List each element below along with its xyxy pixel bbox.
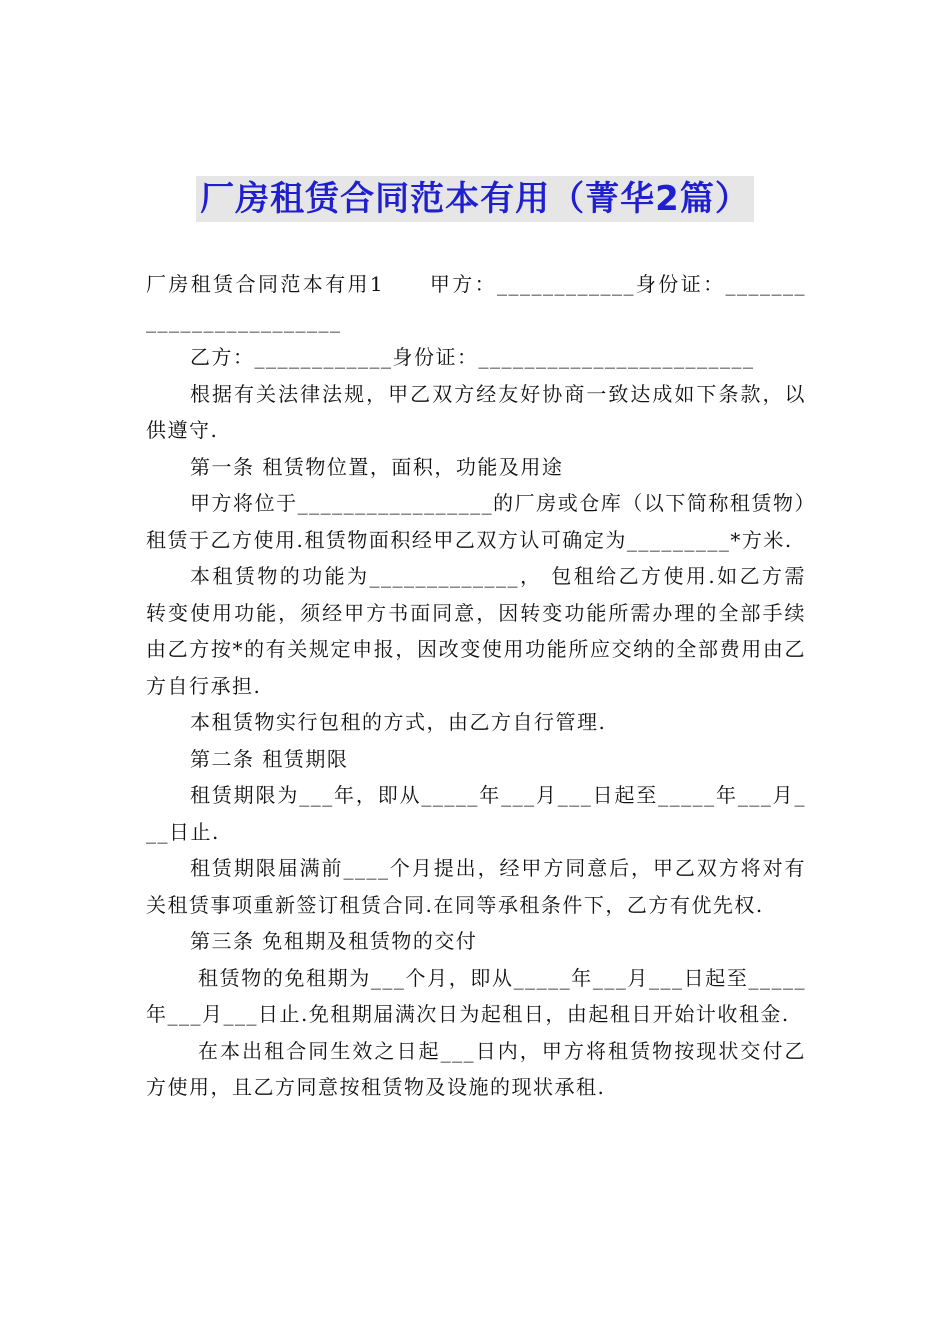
paragraph-rent-free: 租赁物的免租期为___个月，即从_____年___月___日起至_____年___月___日止.免租期届满次日为起租日，由起租日开始计收租金. [146, 965, 806, 1026]
article-1-heading: 第一条 租赁物位置，面积，功能及用途 [190, 454, 564, 479]
paragraph-intro: 根据有关法律法规，甲乙双方经友好协商一致达成如下条款，以供遵守. [146, 381, 806, 442]
document-body [146, 266, 806, 1106]
paragraph-renewal: 租赁期限届满前____个月提出，经甲方同意后，甲乙双方将对有关租赁事项重新签订租赁合同.在同等承租条件下，乙方有优先权. [146, 856, 806, 917]
title-container [0, 176, 950, 222]
paragraph-term: 租赁期限为___年，即从_____年___月___日起至_____年___月___日止. [146, 783, 806, 844]
paragraph-party-b: 乙方：____________身份证：________________________ [190, 345, 755, 369]
paragraph-function: 本租赁物的功能为_____________， 包租给乙方使用.如乙方需转变使用功能，须经甲方书面同意，因转变功能所需办理的全部手续由乙方按*的有关规定申报，因改变使用功能所应交纳的全部费用由乙方自行承担. [146, 564, 806, 698]
article-2-heading: 第二条 租赁期限 [190, 746, 349, 771]
article-3-heading: 第三条 免租期及租赁物的交付 [190, 929, 478, 953]
paragraph-lease-mode: 本租赁物实行包租的方式，由乙方自行管理. [190, 710, 607, 734]
paragraph-location: 甲方将位于_________________的厂房或仓库（以下简称租赁物）租赁于乙方使用.租赁物面积经甲乙双方认可确定为_________*方米. [146, 491, 806, 552]
paragraph-header: 厂房租赁合同范本有用1 甲方：____________身份证：_______ _________________ [146, 272, 806, 333]
paragraph-delivery: 在本出租合同生效之日起___日内，甲方将租赁物按现状交付乙方使用，且乙方同意按租赁物及设施的现状承租. [146, 1038, 806, 1099]
document-title: 厂房租赁合同范本有用（菁华2篇） [196, 176, 754, 222]
